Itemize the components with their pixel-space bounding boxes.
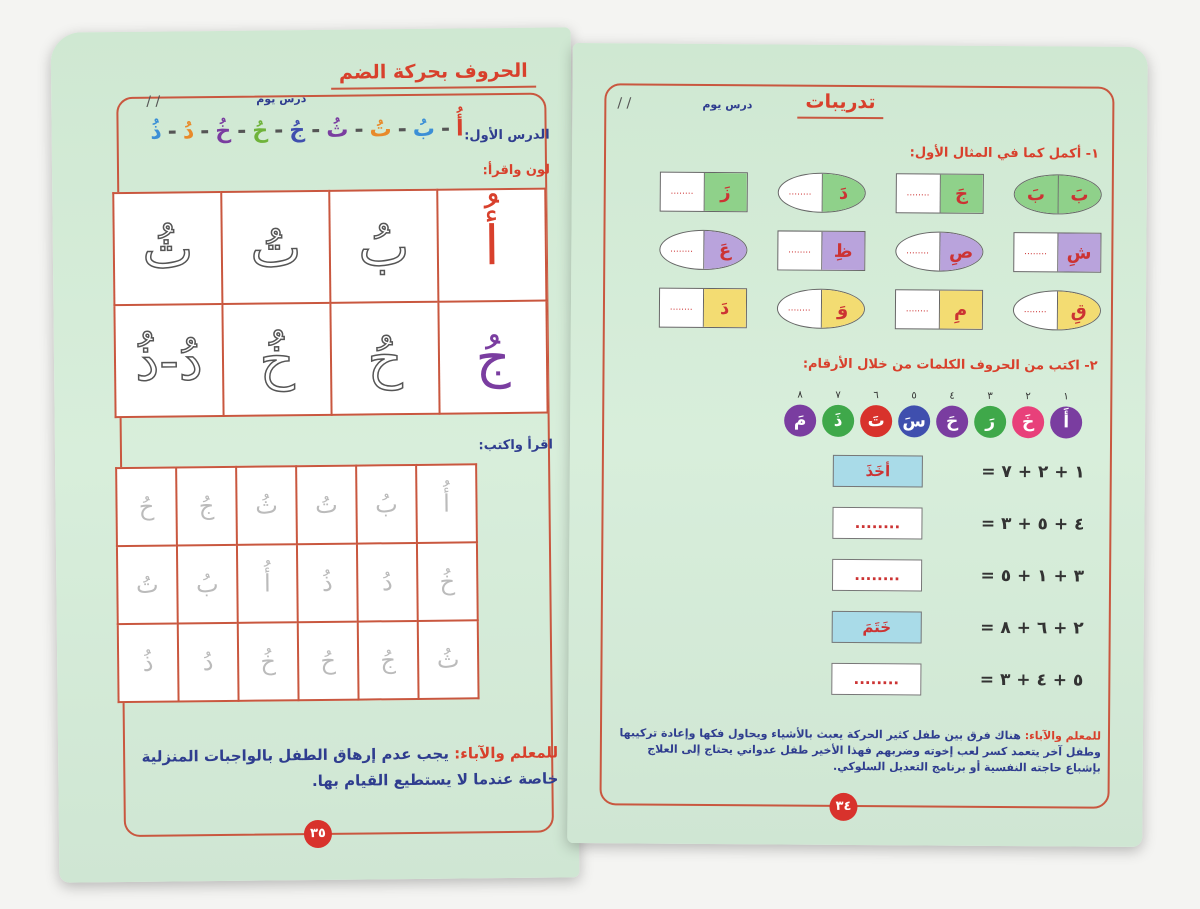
answer-slot[interactable]: ........	[779, 173, 823, 211]
answer-slot[interactable]: ........	[778, 289, 822, 327]
circle-number: ٨	[797, 389, 803, 401]
letter: وَ	[821, 290, 864, 328]
grid-row	[114, 301, 547, 418]
lesson-letter: بُ	[412, 116, 436, 142]
letter: مِ	[939, 291, 982, 329]
page-number: ٣٥	[304, 820, 332, 848]
day-label: درس يوم	[702, 97, 753, 112]
answer-slot[interactable]: ........	[1014, 291, 1058, 329]
letter-circle: خَ	[1012, 406, 1044, 438]
circle-number: ١	[1063, 391, 1069, 403]
grid-cell: دُ-ذُ	[114, 304, 223, 417]
lesson-letter: ذُ	[150, 119, 162, 145]
grid-cell: تُ	[221, 191, 330, 304]
teacher-note	[118, 739, 559, 796]
trace-cell[interactable]: جُ	[176, 467, 237, 546]
date-field: / /	[146, 93, 161, 110]
trace-cell[interactable]: تُ	[117, 545, 178, 624]
trace-cell[interactable]: ثُ	[418, 620, 479, 699]
equation-expression: ١ + ٢ + ٧ =	[981, 461, 1085, 483]
grid-cell: جُ	[438, 301, 547, 414]
read-write-label: اقرأ واكتب:	[478, 437, 553, 454]
equation-expression: ٤ + ٥ + ٣ =	[980, 513, 1085, 535]
letter: شِ	[1058, 233, 1101, 271]
dash: -	[167, 119, 178, 145]
equation-row	[832, 611, 1084, 645]
grid-row	[116, 464, 477, 546]
color-read-label: لون واقرأ:	[482, 162, 551, 179]
exercise-1-label: ١- أكمل كما في المثال الأول:	[909, 145, 1100, 162]
exercise-item	[896, 173, 984, 214]
dash: -	[311, 117, 321, 144]
exercise-item	[660, 172, 748, 213]
letter: دَ	[703, 289, 746, 327]
trace-cell[interactable]: أُ	[416, 464, 477, 543]
dash: -	[200, 119, 210, 145]
trace-cell[interactable]: حُ	[298, 622, 359, 701]
grid-cell: خُ	[222, 303, 331, 416]
trace-cell[interactable]: أُ	[237, 544, 298, 623]
letter-circle: سَ	[898, 405, 930, 437]
trace-cell[interactable]: دُ	[178, 623, 239, 702]
grid-row	[118, 620, 479, 702]
equation-row	[832, 507, 1084, 541]
circle-number: ٧	[835, 389, 841, 401]
note-text: هناك فرق بين طفل كثير الحركة يعبث بالأشياء ويحاول فكها وإعادة تركيبها وطفل آخر يتعمد كسر لعب إخوته وضربهم فهذا الأخير طفل عدواني يحتاج إلى العلاج بإشباع حاجته النفسية أو برنامج التعديل السلوكي.	[619, 726, 1101, 775]
letter-circle: رَ	[974, 406, 1006, 438]
trace-cell[interactable]: بُ	[177, 545, 238, 624]
lesson-letter: خُ	[215, 118, 232, 145]
page-title: الحروف بحركة الضم	[331, 60, 536, 90]
answer-box[interactable]: خَتَمَ	[832, 611, 922, 644]
dash: -	[354, 117, 364, 143]
lesson-letter: حُ	[252, 118, 269, 144]
equation-expression: ٢ + ٦ + ٨ =	[980, 617, 1084, 639]
trace-cell[interactable]: حُ	[116, 467, 177, 546]
exercise-item	[659, 230, 747, 271]
equation-expression: ٣ + ١ + ٥ =	[980, 565, 1085, 587]
trace-cell[interactable]: ذُ	[118, 623, 179, 702]
lesson-label: الدرس الأول:	[464, 127, 550, 144]
trace-cell[interactable]: بُ	[356, 465, 417, 544]
letter-circle: أَ	[1050, 406, 1082, 438]
left-page	[51, 27, 580, 882]
grid-row	[117, 542, 478, 624]
exercise-item	[659, 288, 747, 329]
trace-cell[interactable]: جُ	[358, 621, 419, 700]
letter: ظِ	[822, 232, 865, 270]
dash: -	[397, 117, 407, 143]
dash: -	[274, 118, 284, 144]
letter: بَ	[1058, 175, 1101, 213]
letter-circle: ذَ	[822, 405, 854, 437]
note-label: للمعلم والآباء:	[1024, 729, 1102, 743]
teacher-note	[611, 725, 1101, 776]
exercise-item	[777, 288, 865, 329]
grid-cell: أُ	[437, 189, 546, 302]
lesson-letter: جُ	[289, 118, 306, 144]
answer-slot[interactable]: ........	[661, 173, 705, 211]
circle-number: ٦	[873, 390, 879, 402]
trace-cell[interactable]: دُ	[357, 543, 418, 622]
letter: عَ	[704, 231, 747, 269]
exercise-item	[1014, 174, 1102, 215]
grid-cell: حُ	[330, 302, 439, 415]
exercise-2-label: ٢- اكتب من الحروف الكلمات من خلال الأرقام:	[802, 356, 1098, 374]
trace-cell[interactable]: خُ	[238, 622, 299, 701]
page-title: تدريبات	[797, 91, 883, 120]
note-label: للمعلم والآباء:	[454, 743, 559, 763]
letter-circle: تَ	[860, 405, 892, 437]
equation-expression: ٥ + ٤ + ٣ =	[979, 669, 1084, 691]
dash: -	[440, 116, 451, 142]
lesson-letter: أُ	[455, 116, 464, 142]
letter: قِ	[1057, 291, 1100, 329]
answer-box[interactable]: أخَذَ	[833, 455, 923, 488]
right-page	[567, 43, 1148, 847]
lesson-letters	[150, 116, 463, 144]
equation-row	[831, 663, 1083, 697]
grid-cell: ثُ	[113, 192, 222, 305]
date-field: / /	[617, 95, 632, 112]
answer-box[interactable]: ........	[832, 559, 922, 592]
exercise-item	[895, 289, 983, 330]
exercise-item	[1013, 232, 1101, 273]
circle-number: ٥	[911, 390, 917, 402]
answer-slot[interactable]: ........	[660, 289, 704, 327]
letter-circle: حَ	[936, 406, 968, 438]
answer-slot[interactable]: ........	[778, 231, 822, 269]
exercise-item	[895, 231, 983, 272]
circle-number: ٤	[949, 390, 955, 402]
grid-cell: بُ	[329, 190, 438, 303]
equation-row	[833, 455, 1085, 489]
color-grid	[112, 188, 548, 419]
grid-row	[113, 189, 546, 306]
letter: زَ	[704, 173, 747, 211]
lesson-letter: ثُ	[326, 117, 349, 143]
lesson-letter: تُ	[369, 117, 392, 143]
answer-box[interactable]: ........	[832, 507, 922, 540]
circle-number: ٣	[987, 390, 993, 402]
exercise-item	[777, 230, 865, 271]
day-label: درس يوم	[256, 92, 307, 106]
trace-cell[interactable]: ذُ	[297, 544, 358, 623]
answer-slot[interactable]: ........	[897, 174, 941, 212]
dash: -	[237, 118, 247, 144]
letter: صِ	[940, 233, 983, 271]
page-number: ٣٤	[829, 793, 857, 821]
trace-cell[interactable]: تُ	[296, 466, 357, 545]
write-grid	[115, 463, 479, 703]
circle-number: ٢	[1025, 391, 1031, 403]
answer-slot[interactable]: ........	[896, 290, 940, 328]
answer-slot[interactable]: ........	[1014, 233, 1058, 271]
answer-slot[interactable]: بَ	[1015, 175, 1059, 213]
exercise-item	[1013, 290, 1101, 331]
trace-cell[interactable]: خُ	[417, 542, 478, 621]
note-text: يجب عدم إرهاق الطفل بالواجبات المنزلية خاصة عندما لا يستطيع القيام بها.	[141, 744, 559, 791]
exercise-item	[778, 172, 866, 213]
answer-box[interactable]: ........	[831, 663, 921, 696]
letter: جَ	[940, 175, 983, 213]
letter: دَ	[822, 174, 865, 212]
equation-row	[832, 559, 1084, 593]
answer-slot[interactable]: ........	[660, 231, 704, 269]
letter-circle: مَ	[784, 404, 816, 436]
answer-slot[interactable]: ........	[896, 232, 940, 270]
trace-cell[interactable]: ثُ	[236, 466, 297, 545]
lesson-letter: دُ	[182, 119, 195, 145]
